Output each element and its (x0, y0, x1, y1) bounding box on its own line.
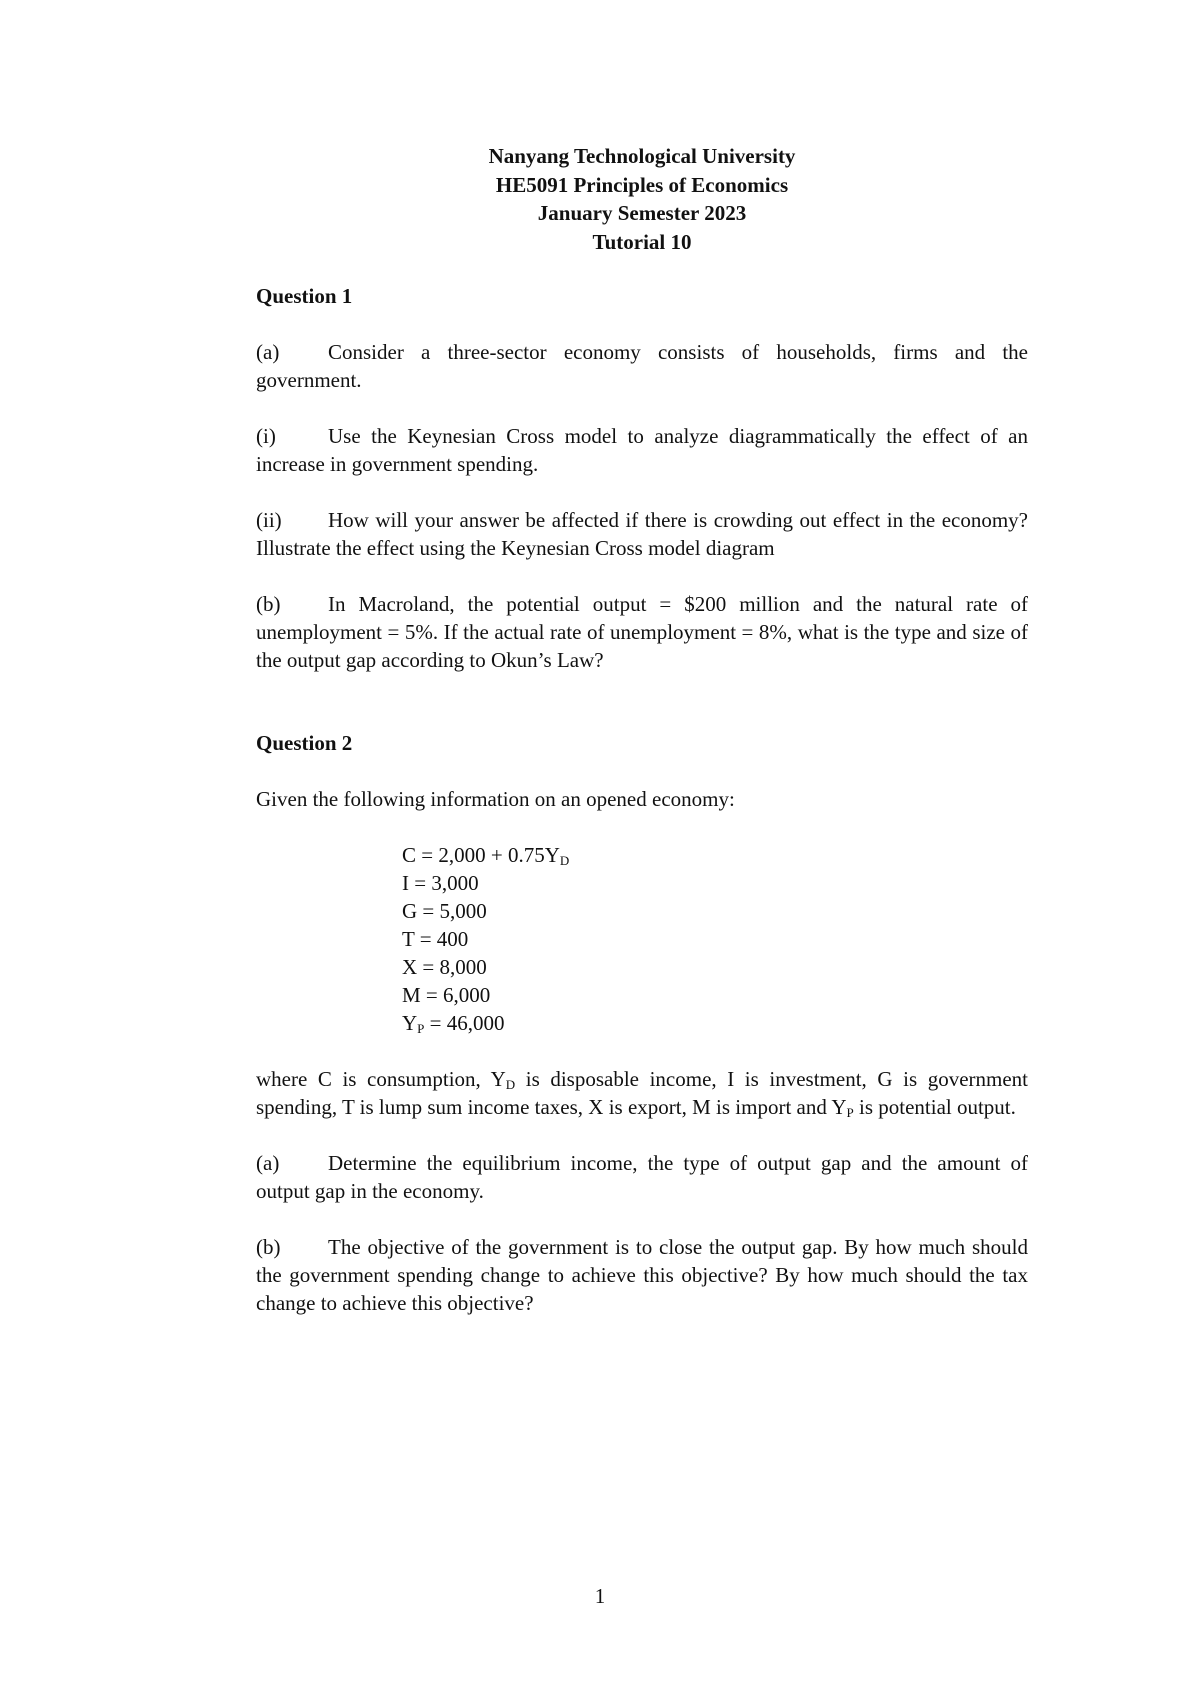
course-title: HE5091 Principles of Economics (495, 172, 789, 197)
page-content (256, 142, 1028, 1317)
q1-part-a-text: Consider a three-sector economy consists of households, firms and the government. (256, 340, 1028, 392)
q1-part-a-ii-text: How will your answer be affected if there is crowding out effect in the economy? Illustrate the effect using the Keynesian Cross model diagram (256, 508, 1028, 560)
equation-import: M = 6,000 (402, 983, 491, 1007)
equation-investment: I = 3,000 (402, 871, 479, 895)
question-2-heading: Question 2 (256, 731, 353, 755)
page-number: 1 (594, 1584, 606, 1608)
q2-variable-definitions: where C is consumption, $Y_D$ is disposable income, I is investment, G is government spending, T is lump sum income taxes, X is export, M is import and $Y_P$ is potential output. (256, 1067, 1028, 1120)
q2-part-b-text: The objective of the government is to close the output gap. By how much should the government spending change to achieve this objective? By how much should the tax change to achieve this objective? (256, 1235, 1028, 1315)
document-header (256, 142, 1028, 256)
q1-part-b-text: In Macroland, the potential output = $200 million and the natural rate of unemployment = 5%. If the actual rate of unemployment = 8%, what is the type and size of the output gap according to Okun’s Law? (256, 592, 1028, 672)
semester-label: January Semester 2023 (537, 201, 747, 225)
q1-part-a-i (256, 422, 1028, 478)
q2-part-b-label: (b) (256, 1235, 281, 1259)
q1-part-a (256, 338, 1028, 394)
q2-part-a-text: Determine the equilibrium income, the type of output gap and the amount of output gap in the economy. (256, 1151, 1028, 1203)
q1-part-a-ii (256, 506, 1028, 562)
equation-potential-output: $Y_P = 46,000$ (402, 1011, 505, 1036)
q1-part-b-label: (b) (256, 592, 281, 616)
equation-tax: T = 400 (402, 927, 469, 951)
q1-part-a-i-label: (i) (256, 424, 276, 448)
q1-part-a-ii-label: (ii) (256, 508, 282, 532)
question-1-heading: Question 1 (256, 284, 353, 308)
q2-part-a (256, 1149, 1028, 1205)
equation-consumption: $C = 2,000 + 0.75Y_D$ (402, 843, 570, 868)
q1-part-b (256, 590, 1028, 674)
equation-government: G = 5,000 (402, 899, 487, 923)
q2-part-a-label: (a) (256, 1151, 280, 1175)
equation-export: X = 8,000 (402, 955, 487, 979)
q1-part-a-label: (a) (256, 340, 280, 364)
university-name: Nanyang Technological University (488, 144, 796, 168)
equation-list (402, 841, 1028, 1037)
q1-part-a-i-text: Use the Keynesian Cross model to analyze diagrammatically the effect of an increase in government spending. (256, 424, 1028, 476)
q2-part-b (256, 1233, 1028, 1317)
tutorial-label: Tutorial 10 (592, 229, 692, 254)
q2-intro: Given the following information on an opened economy: (256, 787, 735, 811)
